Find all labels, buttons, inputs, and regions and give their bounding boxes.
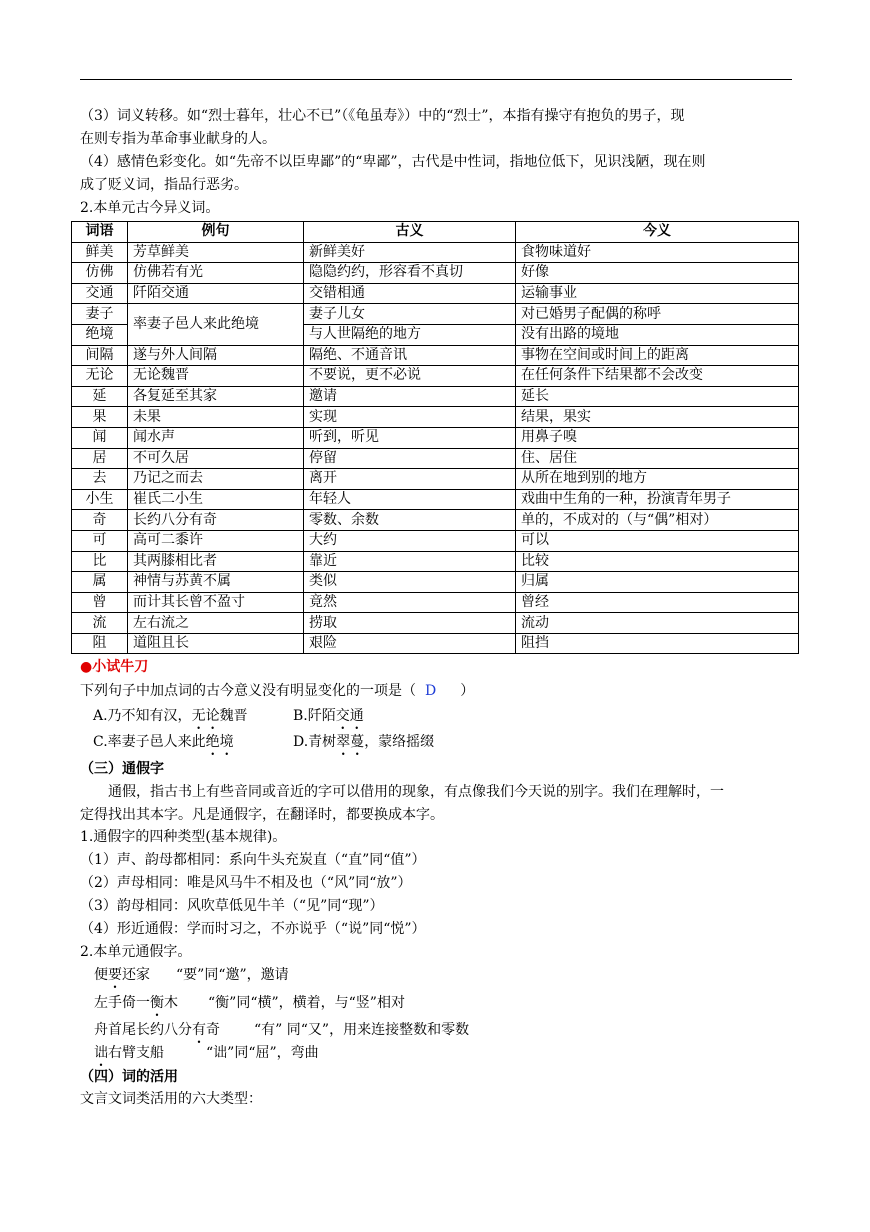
modern-meaning-cell: 用鼻子嗅 (516, 427, 799, 448)
table-row (72, 407, 799, 428)
word-cell: 属 (72, 572, 128, 593)
tongjia-example-4 (94, 1042, 806, 1065)
modern-meaning-cell: 比较 (516, 551, 799, 572)
word-cell: 果 (72, 407, 128, 428)
modern-meaning-cell: 运输事业 (516, 283, 799, 304)
modern-meaning-cell: 结果，果实 (516, 407, 799, 428)
word-cell: 比 (72, 551, 128, 572)
table-row (72, 242, 799, 263)
example-cell: 率妻子邑人来此绝境 (128, 304, 304, 345)
ancient-meaning-cell: 实现 (304, 407, 516, 428)
type-4: （4）形近通假：学而时习之，不亦说乎（“说”同“悦”） (80, 921, 426, 937)
example-cell: 不可久居 (128, 448, 304, 469)
ex3-note: “有” 同“又”，用来连接整数和零数 (254, 1022, 470, 1038)
option-b (293, 705, 364, 728)
table-row (72, 613, 799, 634)
ancient-meaning-cell: 交错相通 (304, 283, 516, 304)
ex1-pre: 便 (94, 967, 108, 983)
option-d (293, 731, 434, 754)
table-row (72, 510, 799, 531)
table-row (72, 448, 799, 469)
ancient-meaning-cell: 停留 (304, 448, 516, 469)
ex2-pre: 左手倚一 (94, 995, 150, 1011)
modern-meaning-cell: 可以 (516, 530, 799, 551)
word-cell: 居 (72, 448, 128, 469)
option-d-text: D.青树 (293, 734, 337, 750)
quiz-heading (80, 656, 792, 679)
option-c-dotted-2: 境 (219, 734, 234, 750)
paragraph-3-line-1: （3）词义转移。如“烈士暮年，壮心不已”（《龟虽寿》）中的“烈士”，本指有操守有抱负的男子，现 (80, 108, 685, 124)
table-row (72, 263, 799, 284)
ex2-dotted: 衡 (150, 995, 164, 1011)
ex3-dotted: 有 (192, 1022, 206, 1038)
ex3-pre: 舟首尾长约八分 (94, 1022, 192, 1038)
ancient-meaning-cell: 类似 (304, 572, 516, 593)
quiz-question (80, 680, 792, 703)
option-c-text: C.率妻子邑人来此 (93, 734, 206, 750)
section-3-title: （三）通假字 (80, 761, 164, 777)
ex1-dotted: 要 (108, 967, 122, 983)
modern-meaning-cell: 曾经 (516, 592, 799, 613)
ex2-post: 木 (164, 995, 178, 1011)
word-cell: 去 (72, 469, 128, 490)
option-c-dotted-1: 绝 (205, 734, 220, 750)
header-example: 例句 (128, 222, 304, 243)
table-row (72, 386, 799, 407)
header-word: 词语 (72, 222, 128, 243)
example-cell: 长约八分有奇 (128, 510, 304, 531)
type-1: （1）声、韵母都相同：系向牛头充炭直（“直”同“值”） (80, 852, 426, 868)
section-3-intro (80, 781, 792, 827)
unit-tongjia-title: 2.本单元通假字。 (80, 944, 192, 960)
option-a-dotted-1: 无 (191, 708, 206, 724)
type-3: （3）韵母相同：风吹草低见牛羊（“见”同“现”） (80, 898, 384, 914)
quiz-title: 小试牛刀 (92, 659, 149, 675)
table-header-row (72, 222, 799, 243)
section-4-line: 文言文词类活用的六大类型： (80, 1091, 262, 1107)
section-3-intro-line-1: 通假，指古书上有些音同或音近的字可以借用的现象，有点像我们今天说的别字。我们在理解时，一 (108, 784, 724, 800)
example-cell: 道阻且长 (128, 633, 304, 654)
example-cell: 无论魏晋 (128, 366, 304, 387)
modern-meaning-cell: 从所在地到别的地方 (516, 469, 799, 490)
example-cell: 阡陌交通 (128, 283, 304, 304)
table-row (72, 551, 799, 572)
modern-meaning-cell: 流动 (516, 613, 799, 634)
ancient-meaning-cell: 靠近 (304, 551, 516, 572)
modern-meaning-cell: 戏曲中生角的一种，扮演青年男子 (516, 489, 799, 510)
ancient-meaning-cell: 零数、余数 (304, 510, 516, 531)
example-cell: 高可二黍许 (128, 530, 304, 551)
section-2-title: 2.本单元古今异义词。 (80, 200, 220, 216)
option-d-dotted-1: 翠 (336, 734, 351, 750)
example-cell: 其两膝相比者 (128, 551, 304, 572)
ancient-meaning-cell: 听到，听见 (304, 427, 516, 448)
header-ancient-meaning: 古义 (304, 222, 516, 243)
ex4-post: 右臂支船 (108, 1045, 164, 1061)
option-c (93, 734, 234, 750)
ex2-note: “衡”同“横”，横着，与“竖”相对 (208, 995, 405, 1011)
header-rule (80, 79, 792, 80)
ancient-meaning-cell: 隐隐约约，形容看不真切 (304, 263, 516, 284)
word-cell: 仿佛 (72, 263, 128, 284)
section-4-title: （四）词的活用 (80, 1069, 178, 1085)
option-d-dotted-2: 蔓 (350, 734, 365, 750)
table-row (72, 572, 799, 593)
quiz-question-close: ） (460, 683, 475, 699)
option-d-suffix: ，蒙络摇缀 (364, 734, 435, 750)
word-cell: 交通 (72, 283, 128, 304)
table-row (72, 304, 799, 325)
modern-meaning-cell: 阻挡 (516, 633, 799, 654)
example-cell: 而计其长曾不盈寸 (128, 592, 304, 613)
quiz-options-row-2 (93, 731, 805, 754)
ancient-modern-meaning-table (71, 221, 799, 654)
modern-meaning-cell: 没有出路的境地 (516, 324, 799, 345)
example-cell: 神情与苏黄不属 (128, 572, 304, 593)
word-cell: 妻子 (72, 304, 128, 325)
types-title: 1.通假字的四种类型(基本规律)。 (80, 829, 287, 845)
word-cell: 小生 (72, 489, 128, 510)
ex3-post: 奇 (206, 1022, 220, 1038)
table-row (72, 489, 799, 510)
ancient-meaning-cell: 年轻人 (304, 489, 516, 510)
word-cell: 间隔 (72, 345, 128, 366)
modern-meaning-cell: 在任何条件下结果都不会改变 (516, 366, 799, 387)
word-cell: 可 (72, 530, 128, 551)
modern-meaning-cell: 食物味道好 (516, 242, 799, 263)
option-b-dotted-1: 交 (335, 708, 350, 724)
modern-meaning-cell: 好像 (516, 263, 799, 284)
example-cell: 仿佛若有光 (128, 263, 304, 284)
example-cell: 崔氏二小生 (128, 489, 304, 510)
word-cell: 曾 (72, 592, 128, 613)
table-row (72, 345, 799, 366)
word-cell: 奇 (72, 510, 128, 531)
tongjia-example-3 (94, 1019, 806, 1042)
paragraph-3 (80, 105, 792, 151)
paragraph-4-line-2: 成了贬义词，指品行恶劣。 (80, 177, 248, 193)
paragraph-4-line-1: （4）感情色彩变化。如“先帝不以臣卑鄙”的“卑鄙”，古代是中性词，指地位低下，见识浅陋，现在则 (80, 154, 706, 170)
word-cell: 延 (72, 386, 128, 407)
ancient-meaning-cell: 大约 (304, 530, 516, 551)
example-cell: 左右流之 (128, 613, 304, 634)
word-cell: 流 (72, 613, 128, 634)
ex1-note: “要”同“邀”，邀请 (176, 967, 289, 983)
ancient-meaning-cell: 新鲜美好 (304, 242, 516, 263)
quiz-question-text: 下列句子中加点词的古今意义没有明显变化的一项是（ (80, 683, 416, 699)
section-3-intro-line-2: 定得找出其本字。凡是通假字，在翻译时，都要换成本字。 (80, 807, 444, 823)
paragraph-4 (80, 151, 792, 197)
table-row (72, 592, 799, 613)
ancient-meaning-cell: 不要说，更不必说 (304, 366, 516, 387)
example-cell: 芳草鲜美 (128, 242, 304, 263)
quiz-bullet-icon: ● (80, 659, 93, 675)
modern-meaning-cell: 对已婚男子配偶的称呼 (516, 304, 799, 325)
example-cell: 未果 (128, 407, 304, 428)
tongjia-example-1 (94, 964, 806, 987)
ex1-post: 还家 (122, 967, 150, 983)
table-row (72, 530, 799, 551)
modern-meaning-cell: 单的，不成对的（与“偶”相对） (516, 510, 799, 531)
example-cell: 乃记之而去 (128, 469, 304, 490)
table-row (72, 427, 799, 448)
ancient-meaning-cell: 捞取 (304, 613, 516, 634)
table-row (72, 469, 799, 490)
modern-meaning-cell: 延长 (516, 386, 799, 407)
word-cell: 鲜美 (72, 242, 128, 263)
ancient-meaning-cell: 艰险 (304, 633, 516, 654)
ancient-meaning-cell: 妻子儿女 (304, 304, 516, 325)
example-cell: 闻水声 (128, 427, 304, 448)
word-cell: 无论 (72, 366, 128, 387)
table-row (72, 366, 799, 387)
option-b-text: B.阡陌 (293, 708, 336, 724)
modern-meaning-cell: 事物在空间或时间上的距离 (516, 345, 799, 366)
table-row (72, 283, 799, 304)
modern-meaning-cell: 归属 (516, 572, 799, 593)
option-a-text: A.乃不知有汉， (93, 708, 192, 724)
option-a-dotted-2: 论 (205, 708, 220, 724)
ex4-dotted: 诎 (94, 1045, 108, 1061)
example-cell: 遂与外人间隔 (128, 345, 304, 366)
header-modern-meaning: 今义 (516, 222, 799, 243)
option-b-dotted-2: 通 (349, 708, 364, 724)
example-cell: 各复延至其家 (128, 386, 304, 407)
quiz-answer: D (425, 683, 437, 699)
paragraph-3-line-2: 在则专指为革命事业献身的人。 (80, 131, 276, 147)
quiz-options-row-1 (93, 705, 805, 728)
tongjia-example-2 (94, 992, 806, 1015)
ancient-meaning-cell: 离开 (304, 469, 516, 490)
type-2: （2）声母相同：唯是风马牛不相及也（“风”同“放”） (80, 875, 412, 891)
table-row (72, 633, 799, 654)
word-cell: 阻 (72, 633, 128, 654)
modern-meaning-cell: 住、居住 (516, 448, 799, 469)
ancient-meaning-cell: 隔绝、不通音讯 (304, 345, 516, 366)
ancient-meaning-cell: 与人世隔绝的地方 (304, 324, 516, 345)
ancient-meaning-cell: 邀请 (304, 386, 516, 407)
ex4-note: “诎”同“屈”，弯曲 (206, 1045, 319, 1061)
option-a-suffix: 魏晋 (219, 708, 248, 724)
ancient-meaning-cell: 竟然 (304, 592, 516, 613)
word-cell: 闻 (72, 427, 128, 448)
option-a (93, 708, 248, 724)
word-cell: 绝境 (72, 324, 128, 345)
